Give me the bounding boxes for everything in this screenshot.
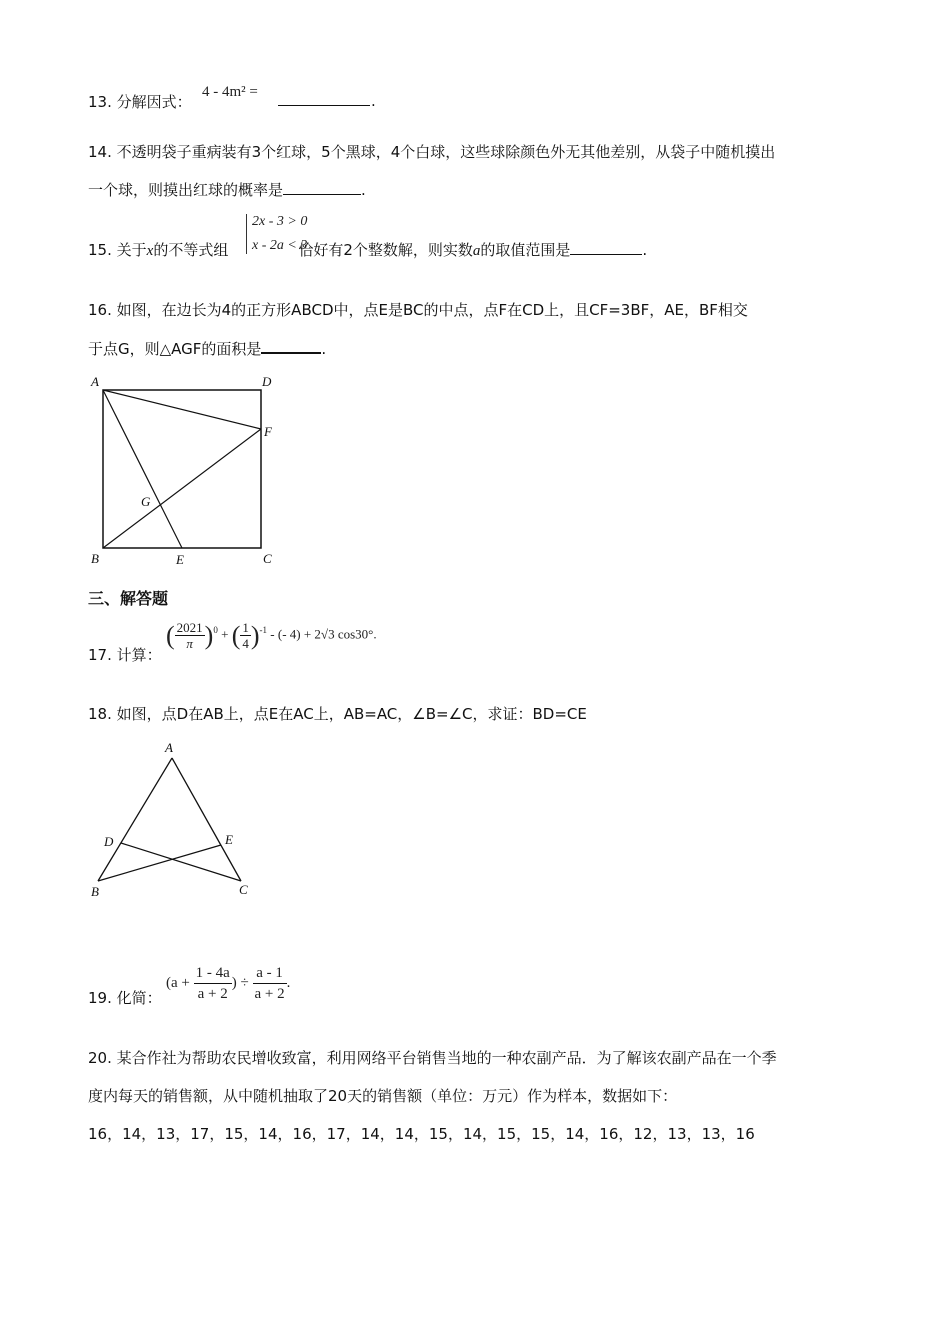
label-e: E — [176, 552, 184, 567]
question-14-line2 — [88, 180, 366, 200]
question-20-line1 — [88, 1048, 777, 1068]
q15-post: 恰好有2个整数解，则实数 — [298, 241, 473, 259]
q13-expression: 4 - 4m² = — [202, 84, 258, 100]
question-13 — [88, 92, 192, 112]
square-figure — [85, 368, 285, 573]
question-20-line2 — [88, 1086, 677, 1106]
q19-frac2-num: a - 1 — [253, 963, 287, 984]
q15-inequality-1: 2x - 3 > 0 — [252, 214, 308, 229]
q17-period: . — [373, 626, 377, 642]
q15-var-a: a — [472, 243, 481, 259]
q19-text: 化简： — [116, 989, 162, 1007]
q13-text: 分解因式： — [116, 93, 192, 111]
label-a: A — [91, 374, 99, 389]
q15-tail: 的取值范围是 — [480, 241, 571, 259]
tri-label-d: D — [104, 834, 114, 849]
label-f: F — [264, 424, 272, 439]
q16-number: 16. — [88, 301, 112, 319]
question-14-line1 — [88, 142, 775, 162]
label-c: C — [263, 551, 272, 566]
q16-answer-blank — [261, 338, 321, 354]
q19-frac2-den: a + 2 — [254, 986, 285, 1002]
q19-expression — [166, 963, 290, 1004]
question-20-data — [88, 1124, 755, 1144]
q14-text-line2: 一个球，则摸出红球的概率是 — [88, 181, 284, 199]
q19-frac1-den: a + 2 — [197, 986, 228, 1002]
q17-term1-den: π — [186, 636, 193, 651]
q16-text-line2: 于点G，则△AGF的面积是 — [88, 340, 262, 358]
question-18 — [88, 704, 587, 724]
q15-period: . — [642, 241, 648, 259]
q17-number: 17. — [88, 646, 112, 664]
q16-period: . — [321, 340, 327, 358]
segment-af — [103, 390, 261, 429]
q17-term1-num: 2021 — [176, 620, 203, 635]
q17-text: 计算： — [116, 646, 162, 664]
question-16-line1 — [88, 300, 748, 320]
label-g: G — [141, 494, 151, 509]
q17-term2-den: 4 — [242, 636, 249, 651]
tri-label-e: E — [225, 832, 233, 847]
q13-number: 13. — [88, 93, 112, 111]
q17-term2-num: 1 — [242, 620, 249, 635]
q17-term1-exp: 0 — [213, 625, 218, 636]
q20-text-line2: 度内每天的销售额，从中随机抽取了20天的销售额（单位：万元）作为样本，数据如下： — [88, 1087, 678, 1105]
q15-inequality-2: x - 2a < 3 — [252, 238, 308, 253]
tri-label-c: C — [239, 882, 248, 897]
q13-period: . — [371, 92, 376, 110]
q15-answer-blank — [570, 240, 642, 255]
q19-period: . — [286, 974, 291, 991]
q17-rest: - (- 4) + 2√3 cos30° — [270, 626, 374, 642]
q13-answer-blank — [278, 104, 370, 106]
question-16-line2 — [88, 338, 326, 359]
triangle-figure — [85, 738, 275, 903]
q19-lead: (a + — [166, 974, 190, 991]
segment-ae — [103, 390, 182, 548]
q14-text-line1: 不透明袋子重病装有3个红球，5个黑球，4个白球，这些球除颜色外无其他差别，从袋子中随机摸出 — [116, 143, 776, 161]
q17-term2-exp: -1 — [259, 625, 268, 636]
question-17 — [88, 645, 162, 665]
q14-answer-blank — [283, 180, 361, 195]
q20-number: 20. — [88, 1049, 112, 1067]
q19-number: 19. — [88, 989, 112, 1007]
label-b: B — [91, 551, 99, 566]
q16-text-line1: 如图，在边长为4的正方形ABCD中，点E是BC的中点，点F在CD上，且CF=3BF，AE，BF相交 — [116, 301, 748, 319]
q19-divide: ) ÷ — [231, 974, 249, 991]
q20-text-line1: 某合作社为帮助农民增收致富，利用网络平台销售当地的一种农副产品．为了解该农副产品在一个季 — [116, 1049, 777, 1067]
q15-number: 15. — [88, 241, 112, 259]
q17-expression: ( $\frac{2021}{\pi}$ )$^0$ + ( $\frac{1}{4}$ )$^{-1}$ - (- 4) + 2√3 cos30°. — [166, 620, 377, 651]
q15-mid: 的不等式组 — [153, 241, 229, 259]
q18-number: 18. — [88, 705, 112, 723]
segment-bf — [103, 429, 261, 548]
question-15 — [88, 240, 647, 261]
tri-label-a: A — [165, 740, 173, 755]
q14-number: 14. — [88, 143, 112, 161]
q19-frac1-num: 1 - 4a — [194, 963, 232, 984]
label-d: D — [262, 374, 272, 389]
square-abcd — [103, 390, 261, 548]
q20-data-values: 16，14，13，17，15，14，16，17，14，14，15，14，15，15，14，16，12，13，13，16 — [88, 1125, 755, 1143]
q15-pre: 关于 — [116, 241, 147, 259]
q15-var-x: x — [146, 243, 154, 259]
section-heading: 三、解答题 — [88, 589, 169, 608]
tri-label-b: B — [91, 884, 99, 899]
q14-period: . — [361, 181, 366, 199]
q18-text: 如图，点D在AB上，点E在AC上，AB=AC，∠B=∠C，求证：BD=CE — [116, 705, 587, 723]
question-19 — [88, 988, 162, 1008]
